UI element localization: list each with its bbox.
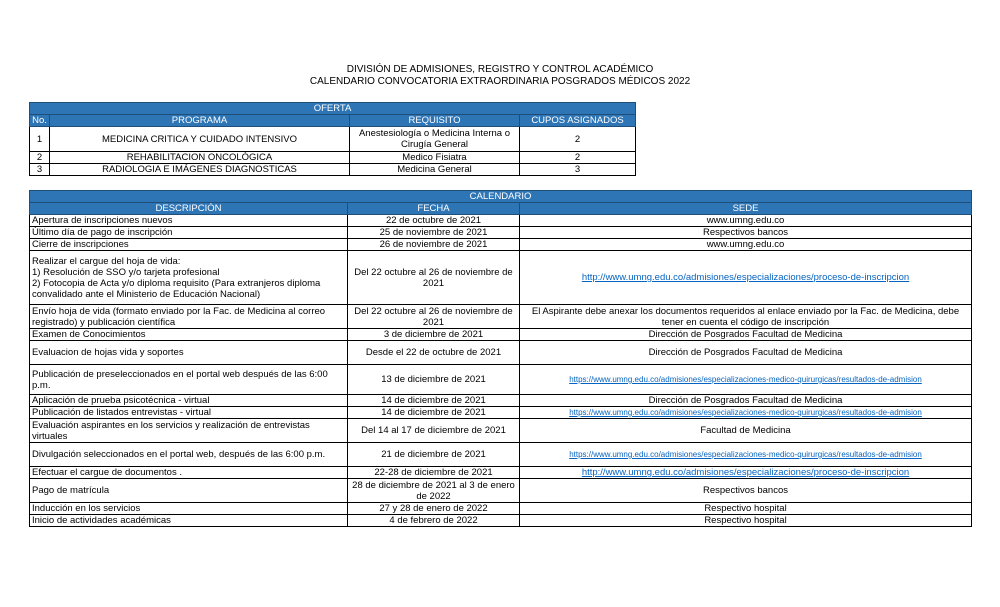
- oferta-table: [29, 102, 636, 176]
- table-row: Apertura de inscripciones nuevos 22 de octubre de 2021 www.umng.edu.co: [30, 215, 972, 227]
- inscripcion-link[interactable]: http://www.umng.edu.co/admisiones/especializaciones/proceso-de-inscripcion: [581, 272, 910, 283]
- table-row: Examen de Conocimientos 3 de diciembre de 2021 Dirección de Posgrados Facultad de Medicina: [30, 329, 972, 341]
- header-title-line2: CALENDARIO CONVOCATORIA EXTRAORDINARIA POSGRADOS MÉDICOS 2022: [309, 76, 691, 87]
- table-row: Inducción en los servicios 27 y 28 de enero de 2022 Respectivo hospital: [30, 503, 972, 515]
- table-row: Realizar el cargue del hoja de vida: 1) Resolución de SSO y/o tarjeta profesional 2) Fotocopia de Acta y/o diploma requisito (Para extranjeros diploma convalidado ante el Ministerio de Educación Nacional) Del 22 octubre al 26 de noviembre de 2021 http://www.umng.edu.co/admisiones/especializaciones/proceso-de-inscripcion: [30, 251, 972, 305]
- resultados-link[interactable]: https://www.umng.edu.co/admisiones/especializaciones-medico-quirurgicas/resultados-de-admision: [569, 408, 922, 417]
- calendario-col-descripcion: DESCRIPCIÓN: [30, 203, 348, 215]
- table-row: 3 RADIOLOGIA E IMÁGENES DIAGNOSTICAS Medicina General 3: [30, 164, 636, 176]
- calendario-title: CALENDARIO: [30, 191, 972, 203]
- table-row: Publicación de preseleccionados en el portal web después de las 6:00 p.m. 13 de diciembre de 2021 https://www.umng.edu.co/admisiones/especializaciones-medico-quirurgicas/resultados-de-admision: [30, 365, 972, 395]
- calendario-col-sede: SEDE: [520, 203, 972, 215]
- table-row: Divulgación seleccionados en el portal web, después de las 6:00 p.m. 21 de diciembre de 2021 https://www.umng.edu.co/admisiones/especializaciones-medico-quirurgicas/resultados-de-admision: [30, 443, 972, 467]
- table-row: Último día de pago de inscripción 25 de noviembre de 2021 Respectivos bancos: [30, 227, 972, 239]
- document-header: [0, 64, 1000, 88]
- table-row: Efectuar el cargue de documentos . 22-28 de diciembre de 2021 http://www.umng.edu.co/admisiones/especializaciones/proceso-de-inscripcion: [30, 467, 972, 479]
- inscripcion-link[interactable]: http://www.umng.edu.co/admisiones/especializaciones/proceso-de-inscripcion: [581, 467, 910, 478]
- calendario-col-fecha: FECHA: [348, 203, 520, 215]
- table-row: 1 MEDICINA CRITICA Y CUIDADO INTENSIVO Anestesiología o Medicina Interna o Cirugía General 2: [30, 127, 636, 152]
- table-row: Pago de matrícula 28 de diciembre de 2021 al 3 de enero de 2022 Respectivos bancos: [30, 479, 972, 503]
- resultados-link[interactable]: https://www.umng.edu.co/admisiones/especializaciones-medico-quirurgicas/resultados-de-admision: [569, 450, 922, 459]
- resultados-link[interactable]: https://www.umng.edu.co/admisiones/especializaciones-medico-quirurgicas/resultados-de-admision: [569, 375, 922, 384]
- calendario-table: [29, 190, 972, 527]
- table-row: 2 REHABILITACION ONCOLÓGICA Medico Fisiatra 2: [30, 152, 636, 164]
- table-row: Evaluación aspirantes en los servicios y realización de entrevistas virtuales Del 14 al 17 de diciembre de 2021 Facultad de Medicina: [30, 419, 972, 443]
- oferta-col-programa: PROGRAMA: [50, 115, 350, 127]
- table-row: Publicación de listados entrevistas - virtual 14 de diciembre de 2021 https://www.umng.edu.co/admisiones/especializaciones-medico-quirurgicas/resultados-de-admision: [30, 407, 972, 419]
- oferta-col-cupos: CUPOS ASIGNADOS: [520, 115, 636, 127]
- header-title-line1: DIVISIÓN DE ADMISIONES, REGISTRO Y CONTROL ACADÉMICO: [346, 64, 654, 75]
- table-row: Envío hoja de vida (formato enviado por la Fac. de Medicina al correo registrado) y publicación científica Del 22 octubre al 26 de noviembre de 2021 El Aspirante debe anexar los documentos requeridos al enlace enviado por la Fac. de Medicina, debe tener en cuenta el código de inscripción: [30, 305, 972, 329]
- oferta-col-no: No.: [30, 115, 50, 127]
- table-row: Cierre de inscripciones 26 de noviembre de 2021 www.umng.edu.co: [30, 239, 972, 251]
- oferta-col-requisito: REQUISITO: [350, 115, 520, 127]
- oferta-title: OFERTA: [30, 103, 636, 115]
- table-row: Inicio de actividades académicas 4 de febrero de 2022 Respectivo hospital: [30, 515, 972, 527]
- table-row: Evaluacion de hojas vida y soportes Desde el 22 de octubre de 2021 Dirección de Posgrados Facultad de Medicina: [30, 341, 972, 365]
- table-row: Aplicación de prueba psicotécnica - virtual 14 de diciembre de 2021 Dirección de Posgrados Facultad de Medicina: [30, 395, 972, 407]
